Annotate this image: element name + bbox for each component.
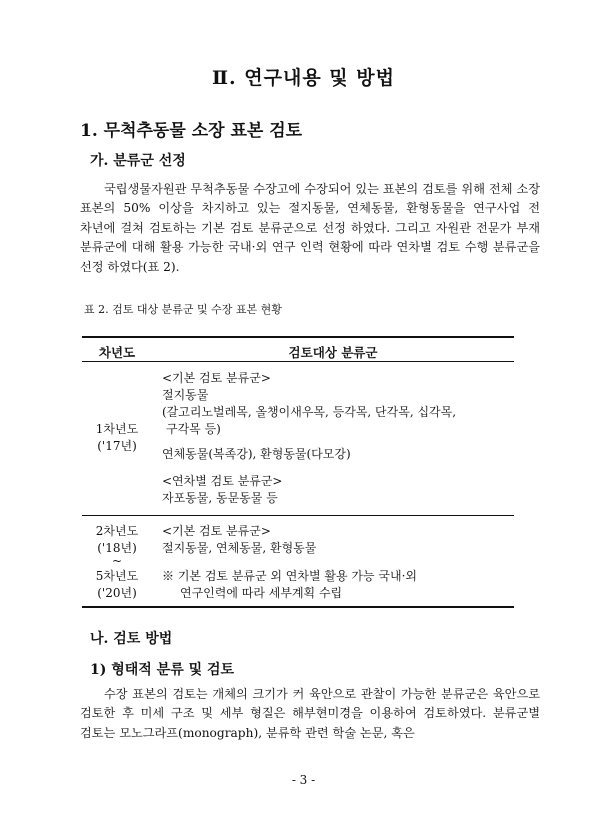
table-row-rule: [82, 515, 514, 516]
page-number: - 3 -: [291, 773, 316, 787]
header-year: 차년도: [98, 345, 136, 360]
table-header-rule: [82, 361, 514, 362]
row2-tilde: ~: [111, 554, 123, 568]
row2-year-a: 2차년도: [95, 524, 139, 538]
row1-arthropod-detail: (갈고리노벌레목, 올챙이새우목, 등각목, 단각목, 십각목,: [162, 405, 457, 419]
row2-note-cont: 연구인력에 따라 세부계획 수립: [180, 586, 343, 600]
row1-mollusc-annelid: 연체동물(복족강), 환형동물(다모강): [162, 447, 351, 461]
row1-arthropod-detail-cont: 구각목 등): [166, 422, 221, 436]
subsection-title-selection: 가. 분류군 선정: [90, 153, 186, 169]
row2-note: ※ 기본 검토 분류군 외 연차별 활용 가능 국내·외: [162, 569, 417, 583]
table-caption: 표 2. 검토 대상 분류군 및 수장 표본 현황: [84, 303, 282, 316]
row2-basic-heading: <기본 검토 분류군>: [162, 524, 271, 538]
row2-year-b: 5차년도: [95, 569, 139, 583]
row1-year: 1차년도: [95, 422, 139, 436]
subsection-title-method: 나. 검토 방법: [90, 631, 173, 647]
row1-yearly-taxa: 자포동물, 동문동물 등: [162, 491, 278, 505]
table-top-rule: [82, 336, 514, 338]
row2-year-b-sub: ('20년): [97, 586, 137, 600]
header-taxa: 검토대상 분류군: [288, 345, 378, 360]
subsubsection-title-morphology: 1) 형태적 분류 및 검토: [90, 662, 235, 678]
row2-year-a-sub: ('18년): [97, 541, 137, 555]
section-title: 1. 무척추동물 소장 표본 검토: [80, 121, 303, 141]
chapter-title: Ⅱ. 연구내용 및 방법: [212, 67, 395, 89]
row1-arthropod: 절지동물: [162, 388, 209, 402]
table-bottom-rule: [82, 606, 514, 608]
row1-basic-heading: <기본 검토 분류군>: [162, 371, 271, 385]
paragraph-method: 수장 표본의 검토는 개체의 크기가 커 육안으로 관찰이 가능한 분류군은 육안으로 검토한 후 미세 구조 및 세부 형질은 해부현미경을 이용하여 검토하였다. 분류군별 검토는 모노그라프(monograph), 분류학 관련 학술 논문, 혹은: [80, 687, 540, 740]
row1-yearly-heading: <연차별 검토 분류군>: [162, 474, 283, 488]
row2-basic-taxa: 절지동물, 연체동물, 환형동물: [162, 541, 317, 555]
row1-year-sub: ('17년): [97, 439, 137, 453]
paragraph-selection: 국립생물자원관 무척추동물 수장고에 수장되어 있는 표본의 검토를 위해 전체 소장 표본의 50% 이상을 차지하고 있는 절지동물, 연체동물, 환형동물을 연구사업 전 차년에 걸쳐 검토하는 기본 검토 분류군으로 선정 하였다. 그리고 자원관 전문가 부재 분류군에 대해 활용 가능한 국내·외 연구 인력 현황에 따라 연차별 검토 수행 분류군을 선정 하였다(표 2).: [80, 182, 540, 274]
